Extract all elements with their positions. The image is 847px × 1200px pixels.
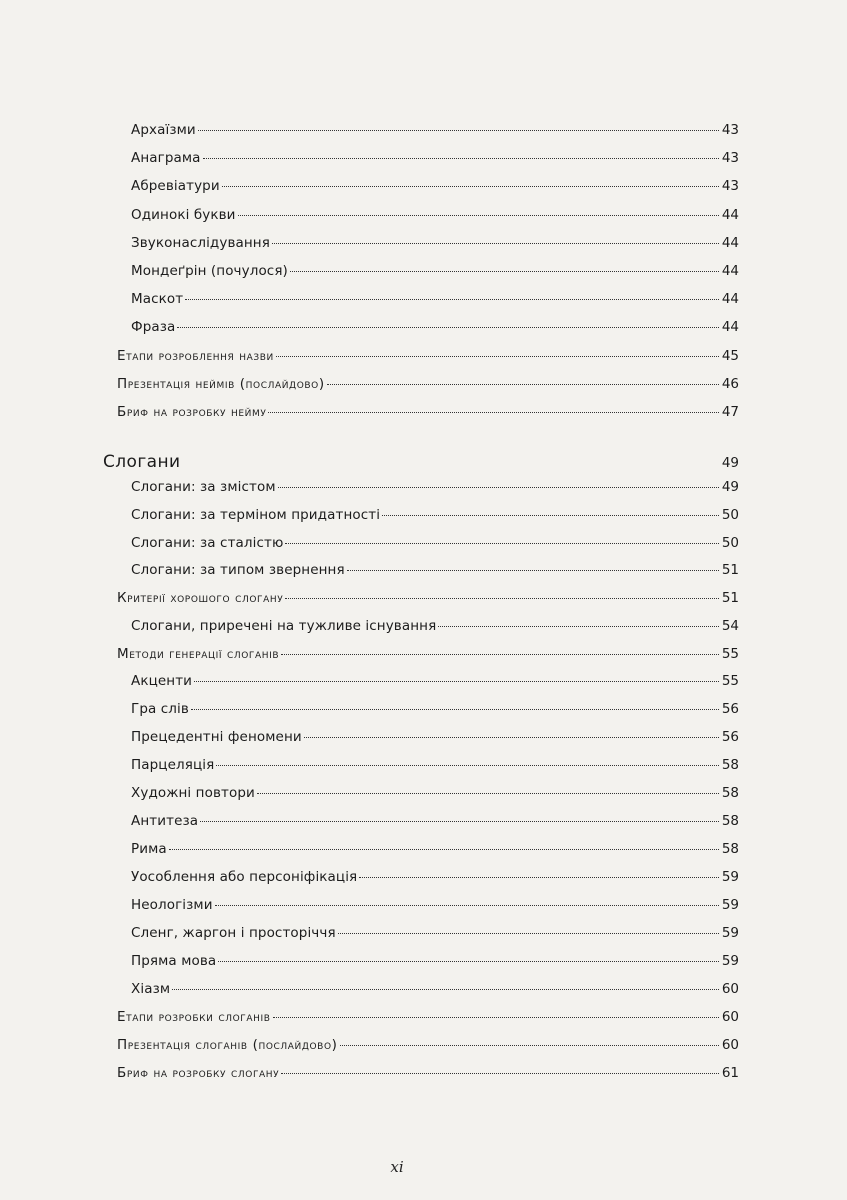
dot-leader bbox=[281, 1073, 719, 1074]
toc-entry-title: Гра слів bbox=[131, 701, 189, 717]
toc-entry-title: Сленг, жаргон і просторіччя bbox=[131, 925, 336, 941]
dot-leader bbox=[200, 821, 719, 822]
dot-leader bbox=[238, 215, 719, 216]
toc-subsection bbox=[131, 841, 739, 865]
toc-subsection bbox=[131, 757, 739, 781]
toc-entry-page: 49 bbox=[721, 455, 739, 471]
dot-leader bbox=[169, 849, 719, 850]
toc-section bbox=[117, 1037, 739, 1061]
toc-entry-page: 60 bbox=[721, 981, 739, 997]
dot-leader bbox=[222, 186, 719, 187]
dot-leader bbox=[273, 1017, 719, 1018]
toc-subsection bbox=[131, 235, 739, 259]
toc-entry-title: Слогани, приречені на тужливе існування bbox=[131, 618, 437, 634]
toc-entry-title: Уособлення або персоніфікація bbox=[131, 869, 358, 885]
toc-subsection bbox=[131, 869, 739, 893]
dot-leader bbox=[198, 130, 719, 131]
toc-entry-title: Слогани: за змістом bbox=[131, 479, 276, 495]
dot-leader bbox=[203, 158, 719, 159]
toc-subsection bbox=[131, 729, 739, 753]
toc-entry-page: 43 bbox=[721, 178, 739, 194]
toc-entry-title: Одинокі букви bbox=[131, 207, 236, 223]
toc-entry-title: Прецедентні феномени bbox=[131, 729, 302, 745]
toc-section bbox=[117, 348, 739, 372]
toc-section bbox=[117, 646, 739, 670]
dot-leader bbox=[290, 271, 719, 272]
toc-entry-page: 44 bbox=[721, 235, 739, 251]
toc-entry-title: Рима bbox=[131, 841, 167, 857]
toc-entry-page: 44 bbox=[721, 291, 739, 307]
dot-leader bbox=[177, 327, 718, 328]
toc-entry-page: 47 bbox=[721, 404, 739, 420]
toc-entry-title: Презентація неймів (послайдово) bbox=[117, 376, 325, 392]
toc-section bbox=[117, 404, 739, 428]
toc-subsection bbox=[131, 813, 739, 837]
toc-section bbox=[117, 590, 739, 614]
toc-subsection bbox=[131, 319, 739, 343]
toc-subsection bbox=[131, 897, 739, 921]
toc-subsection bbox=[131, 507, 739, 531]
toc-subsection bbox=[131, 673, 739, 697]
toc-entry-title: Художні повтори bbox=[131, 785, 255, 801]
toc-entry-title: Критерії хорошого слогану bbox=[117, 590, 284, 606]
dot-leader bbox=[172, 989, 719, 990]
dot-leader bbox=[185, 299, 719, 300]
dot-leader bbox=[382, 515, 719, 516]
toc-entry-page: 46 bbox=[721, 376, 739, 392]
dot-leader bbox=[191, 709, 719, 710]
dot-leader bbox=[272, 243, 719, 244]
toc-subsection bbox=[131, 925, 739, 949]
toc-entry-title: Неологізми bbox=[131, 897, 213, 913]
toc-entry-page: 58 bbox=[721, 813, 739, 829]
dot-leader bbox=[304, 737, 719, 738]
dot-leader bbox=[257, 793, 719, 794]
toc-subsection bbox=[131, 785, 739, 809]
toc-section bbox=[117, 1009, 739, 1033]
dot-leader bbox=[327, 384, 719, 385]
dot-leader bbox=[359, 877, 719, 878]
toc-entry-title: Етапи розробки слоганів bbox=[117, 1009, 271, 1025]
toc-entry-page: 58 bbox=[721, 757, 739, 773]
toc-subsection bbox=[131, 122, 739, 146]
toc-entry-title: Маскот bbox=[131, 291, 184, 307]
dot-leader bbox=[438, 626, 719, 627]
toc-subsection bbox=[131, 953, 739, 977]
toc-subsection bbox=[131, 535, 739, 559]
toc-entry-page: 45 bbox=[721, 348, 739, 364]
toc-entry-title: Абревіатури bbox=[131, 178, 220, 194]
dot-leader bbox=[347, 570, 719, 571]
toc-entry-title: Слогани bbox=[103, 452, 181, 472]
toc-entry-page: 59 bbox=[721, 953, 739, 969]
toc-subsection bbox=[131, 701, 739, 725]
toc-entry-page: 50 bbox=[721, 535, 739, 551]
toc-entry-page: 44 bbox=[721, 207, 739, 223]
dot-leader bbox=[338, 933, 719, 934]
toc-entry-page: 55 bbox=[721, 646, 739, 662]
toc-entry-page: 60 bbox=[721, 1009, 739, 1025]
toc-entry-title: Бриф на розробку слогану bbox=[117, 1065, 280, 1081]
toc-entry-title: Акценти bbox=[131, 673, 193, 689]
toc-entry-title: Архаїзми bbox=[131, 122, 196, 138]
toc-entry-page: 44 bbox=[721, 263, 739, 279]
toc-entry-title: Пряма мова bbox=[131, 953, 217, 969]
toc-entry-page: 58 bbox=[721, 785, 739, 801]
toc-entry-page: 49 bbox=[721, 479, 739, 495]
toc-entry-page: 58 bbox=[721, 841, 739, 857]
toc-entry-title: Етапи розроблення назви bbox=[117, 348, 274, 364]
toc-entry-page: 44 bbox=[721, 319, 739, 335]
toc-subsection bbox=[131, 150, 739, 174]
toc-subsection bbox=[131, 479, 739, 503]
dot-leader bbox=[285, 543, 718, 544]
dot-leader bbox=[276, 356, 719, 357]
toc-entry-page: 51 bbox=[721, 562, 739, 578]
toc-entry-page: 59 bbox=[721, 925, 739, 941]
toc-entry-page: 59 bbox=[721, 897, 739, 913]
toc-subsection bbox=[131, 291, 739, 315]
toc-entry-title: Слогани: за типом звернення bbox=[131, 562, 345, 578]
toc-entry-title: Мондеґрін (почулося) bbox=[131, 263, 288, 279]
page-number: xi bbox=[390, 1158, 404, 1176]
toc-entry-title: Слогани: за сталістю bbox=[131, 535, 284, 551]
dot-leader bbox=[218, 961, 719, 962]
toc-subsection bbox=[131, 562, 739, 586]
toc-entry-page: 55 bbox=[721, 673, 739, 689]
dot-leader bbox=[268, 412, 718, 413]
toc-entry-page: 43 bbox=[721, 150, 739, 166]
toc-entry-page: 59 bbox=[721, 869, 739, 885]
toc-entry-title: Бриф на розробку нейму bbox=[117, 404, 267, 420]
dot-leader bbox=[285, 598, 718, 599]
toc-subsection bbox=[131, 618, 739, 642]
toc-entry-title: Методи генерації слоганів bbox=[117, 646, 280, 662]
toc-entry-title: Хіазм bbox=[131, 981, 171, 997]
toc-subsection bbox=[131, 207, 739, 231]
toc-entry-page: 43 bbox=[721, 122, 739, 138]
dot-leader bbox=[340, 1045, 719, 1046]
dot-leader bbox=[216, 765, 719, 766]
toc-subsection bbox=[131, 178, 739, 202]
dot-leader bbox=[194, 681, 719, 682]
toc-entry-title: Слогани: за терміном придатності bbox=[131, 507, 381, 523]
toc-subsection bbox=[131, 263, 739, 287]
toc-entry-page: 51 bbox=[721, 590, 739, 606]
toc-entry-title: Презентація слоганів (послайдово) bbox=[117, 1037, 338, 1053]
toc-entry-title: Звуконаслідування bbox=[131, 235, 270, 251]
toc-entry-page: 60 bbox=[721, 1037, 739, 1053]
toc-section bbox=[117, 376, 739, 400]
toc-section bbox=[117, 1065, 739, 1089]
toc-entry-page: 56 bbox=[721, 701, 739, 717]
toc-entry-page: 50 bbox=[721, 507, 739, 523]
toc-entry-page: 61 bbox=[721, 1065, 739, 1081]
toc-chapter bbox=[103, 452, 739, 476]
toc-entry-page: 56 bbox=[721, 729, 739, 745]
toc-entry-title: Анаграма bbox=[131, 150, 201, 166]
dot-leader bbox=[278, 487, 719, 488]
dot-leader bbox=[215, 905, 719, 906]
toc-entry-page: 54 bbox=[721, 618, 739, 634]
toc-entry-title: Антитеза bbox=[131, 813, 199, 829]
toc-entry-title: Парцеляція bbox=[131, 757, 215, 773]
dot-leader bbox=[281, 654, 719, 655]
toc-entry-title: Фраза bbox=[131, 319, 176, 335]
toc-subsection bbox=[131, 981, 739, 1005]
